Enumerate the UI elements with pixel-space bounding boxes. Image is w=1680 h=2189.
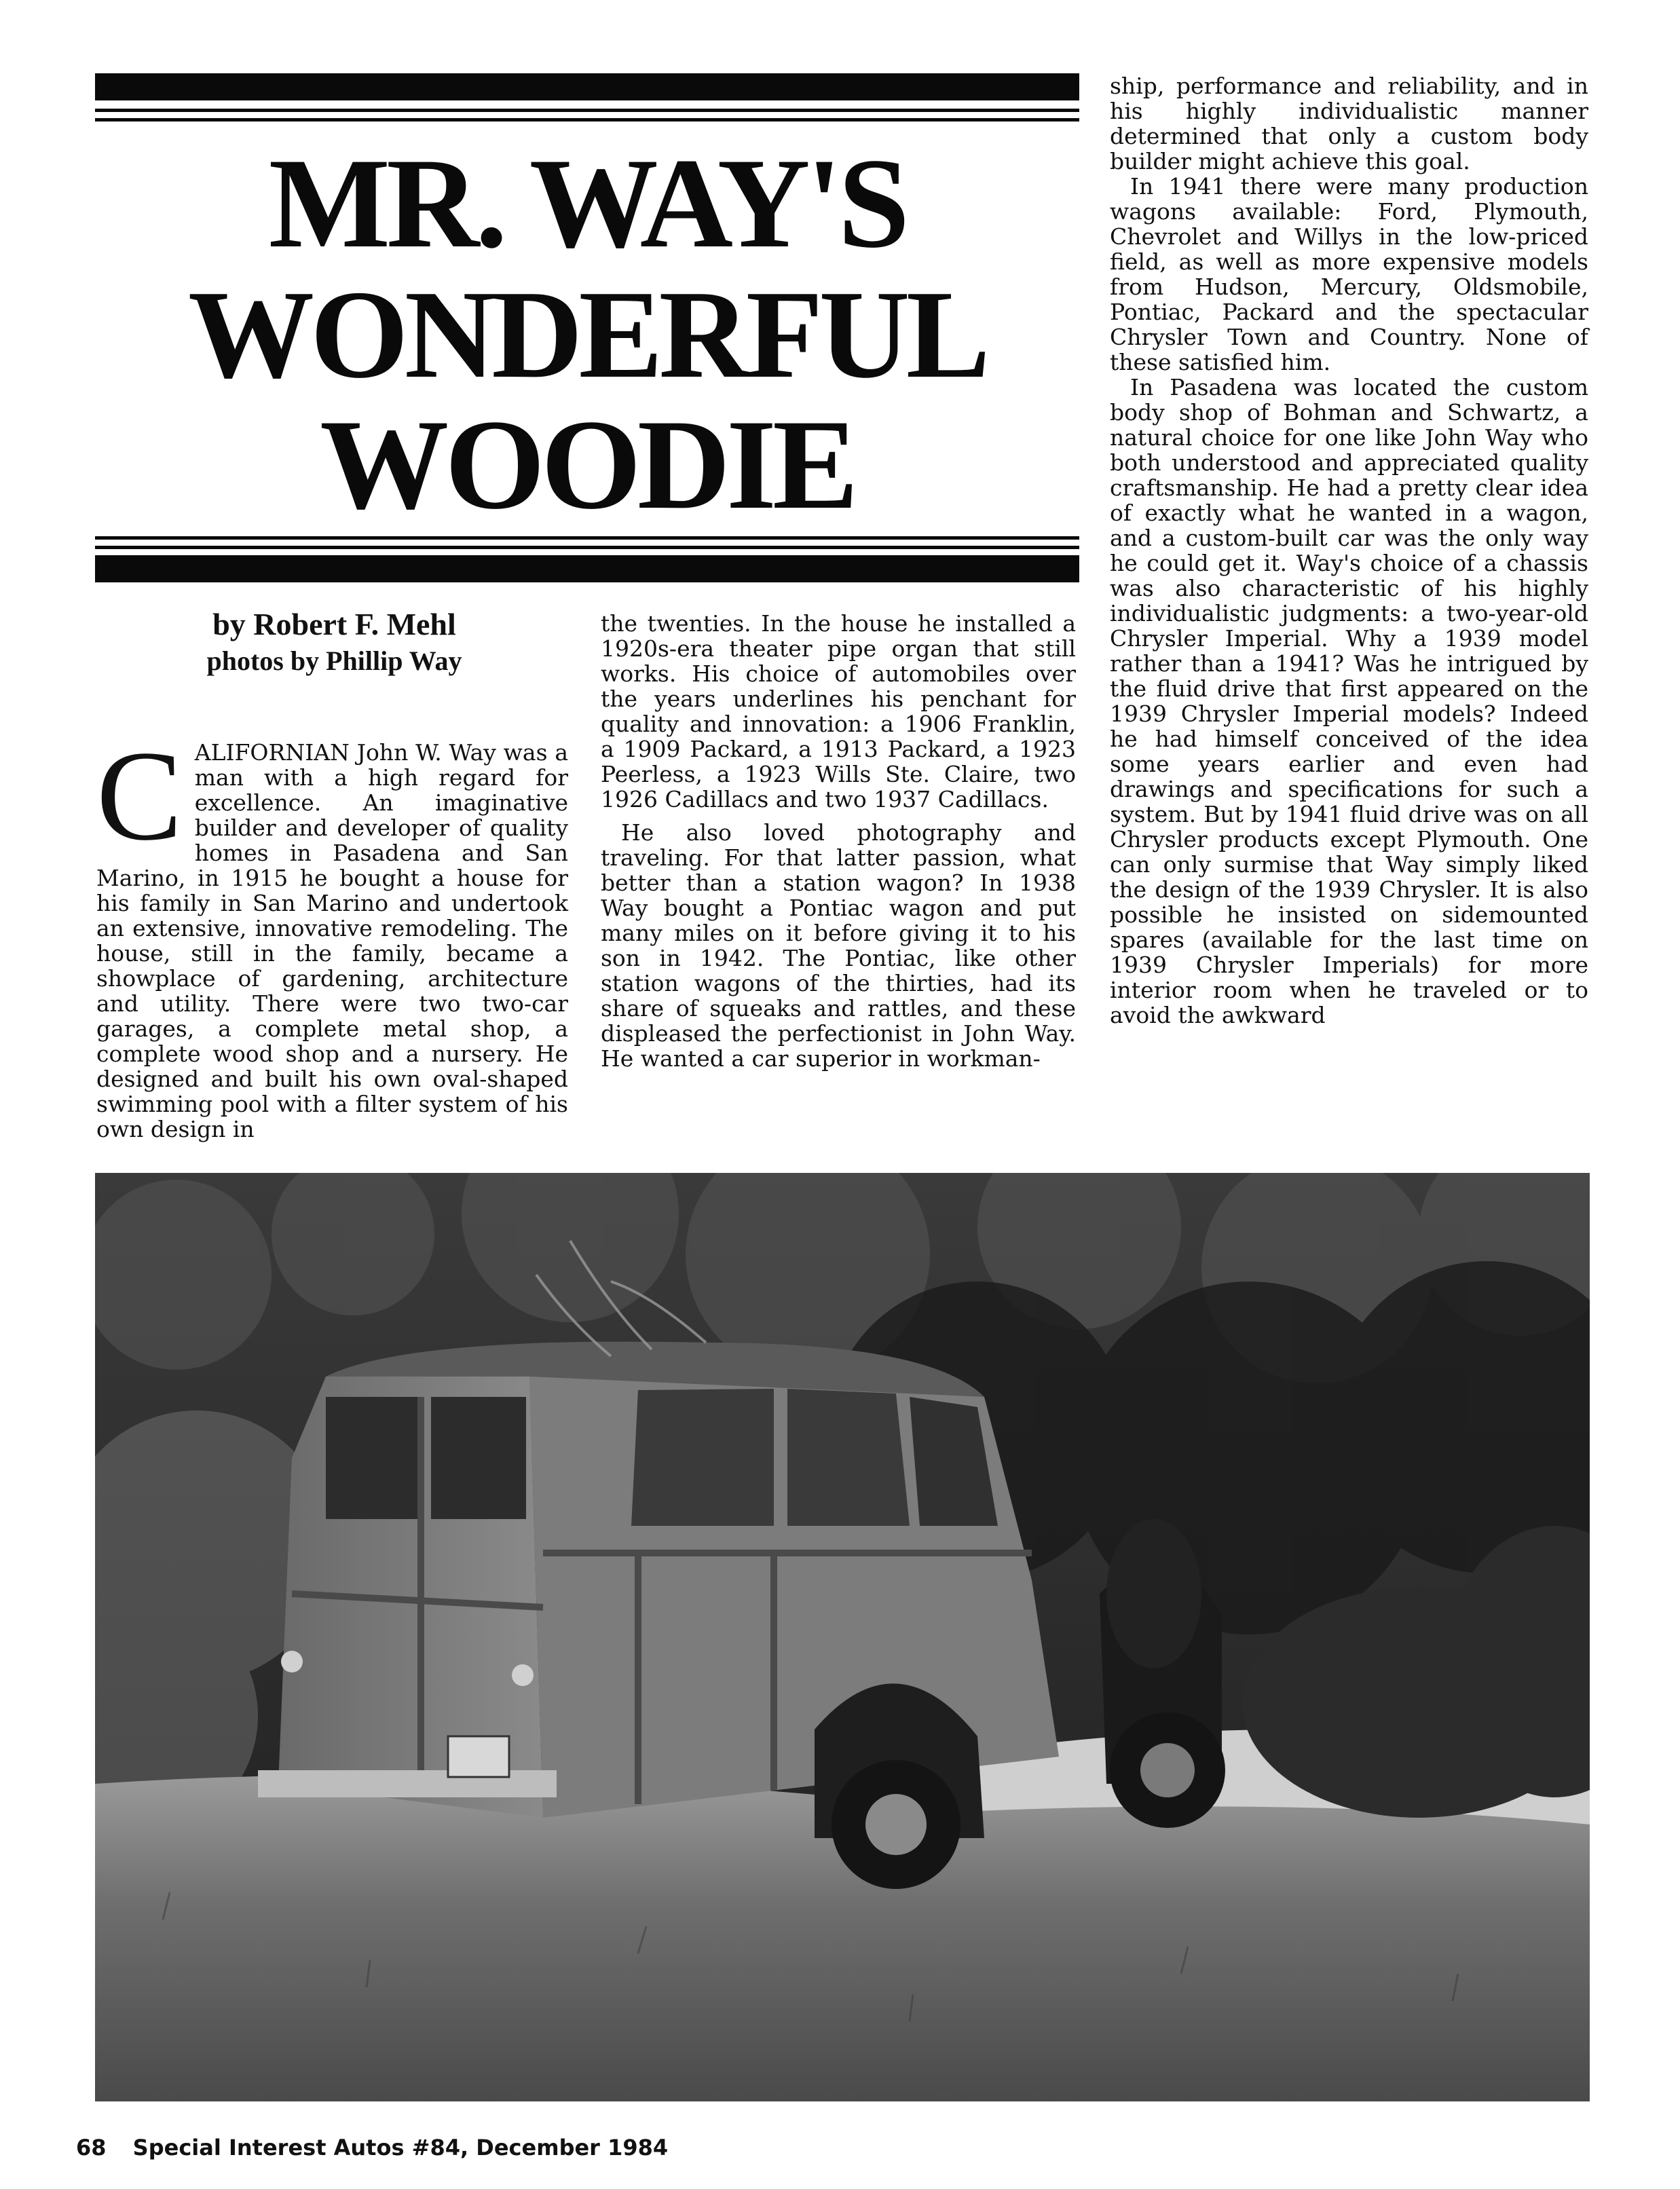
headline-bottom-rule-thin-2 <box>95 546 1079 549</box>
headline-bottom-rule-thick <box>95 555 1079 582</box>
article-paragraph: He also loved photography and traveling. For that latter passion, what better than a station wagon? In 1938 Way bought a Pontiac wagon and put many miles on it before giving it to his son in 1942. The Pontiac, like other station wagons of the thirties, had its share of squeaks and rattles, and these displeased the perfectionist in John Way. He wanted a car superior in workman- <box>601 819 1076 1072</box>
headline-line-3: WOODIE <box>320 394 855 536</box>
article-paragraph: ship, performance and reliability, and in his highly individualistic manner determined that only a custom body builder might achieve this goal. <box>1110 73 1588 174</box>
headline-line-2: WONDERFUL <box>188 265 986 405</box>
article-paragraph: In Pasadena was located the custom body shop of Bohman and Schwartz, a natural choice for one like John Way who both understood and appreciated quality craftsmanship. He had a pretty clear idea of exactly what he wanted in a wagon, and a custom-built car was the only way he could get it. Way's choice of a chassis was also characteristic of his highly individualistic judgments: a two-year-old Chrysler Imperial. Why a 1939 model rather than a 1941? Was he intrigued by the fluid drive that first appeared on the 1939 Chrysler Imperial models? Indeed he had himself conceived of the idea some years earlier and even had drawings and specifications for such a system. But by 1941 fluid drive was on all Chrysler products except Plymouth. One can only surmise that Way simply liked the design of the 1939 Chrysler. It is also possible he insisted on sidemounted spares (available for the last time on 1939 Chrysler Imperials) for more interior room when he traveled or to avoid the awkward <box>1110 374 1588 1028</box>
headline-top-rule-thick <box>95 73 1079 100</box>
paragraph-text: ALIFORNIAN John W. Way was a man with a high regard for excellence. An imaginative builder and developer of quality homes in Pasadena and San Marino, in 1915 he bought a house for his family in San Marino and undertook an extensive, innovative remodeling. The house, still in the family, became a showplace of gardening, architecture and utility. There were two two-car garages, a complete metal shop, a complete wood shop and a nursery. He designed and built his own oval-shaped swimming pool with a filter system of his own design in <box>96 739 568 1142</box>
photo-illustration <box>95 1173 1590 2101</box>
article-column-1 <box>96 725 568 1142</box>
publication-info: Special Interest Autos #84, December 1984 <box>132 2135 669 2160</box>
article-paragraph: the twenties. In the house he installed a 1920s-era theater pipe organ that still works. His choice of automobiles over the years underlines his penchant for quality and innovation: a 1906 Franklin, a 1909 Packard, a 1913 Packard, a 1923 Peerless, a 1923 Wills Ste. Claire, two 1926 Cadillacs and two 1937 Cadillacs. <box>601 610 1076 812</box>
byline-photos: photos by Phillip Way <box>206 646 462 676</box>
headline-top-rule-thin-2 <box>95 118 1079 121</box>
article-column-2 <box>601 611 1076 1071</box>
article-paragraph <box>96 725 568 1142</box>
drop-cap: C <box>96 725 183 867</box>
headline-top-rule-thin-1 <box>95 109 1079 112</box>
headline-bottom-rule-thin-1 <box>95 536 1079 540</box>
article-column-3 <box>1110 73 1588 1028</box>
byline-author: by Robert F. Mehl <box>212 607 456 641</box>
headline-line-1: MR. WAY'S <box>268 132 906 275</box>
article-paragraph: In 1941 there were many production wagons available: Ford, Plymouth, Chevrolet and Willys in the low-priced field, as well as more expensive models from Hudson, Mercury, Oldsmobile, Pontiac, Packard and the spectacular Chrysler Town and Country. None of these satisfied him. <box>1110 173 1588 375</box>
page-number: 68 <box>76 2135 107 2160</box>
page-footer <box>76 2135 668 2160</box>
woodie-wagon-photo <box>95 1173 1590 2101</box>
